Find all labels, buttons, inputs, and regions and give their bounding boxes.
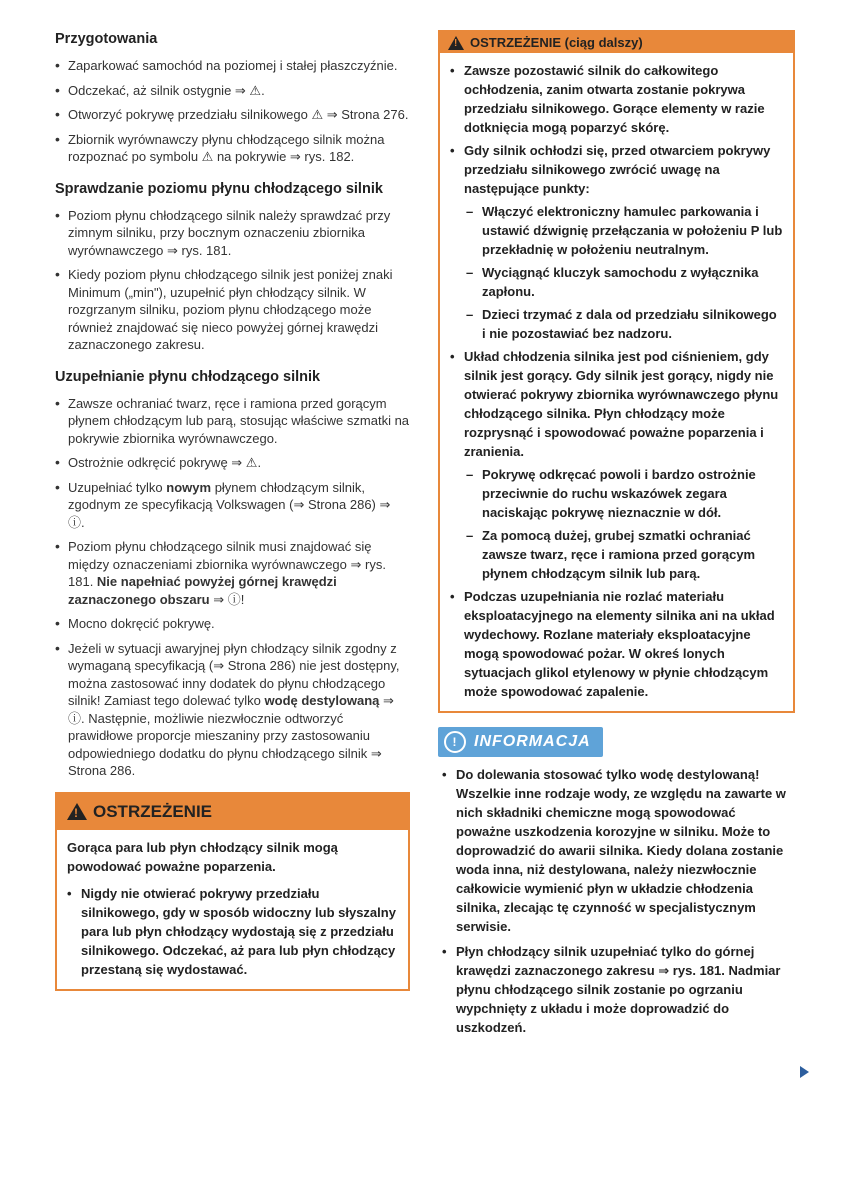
list-item: • Mocno dokręcić pokrywę. bbox=[55, 615, 410, 633]
warning-subitem: – Za pomocą dużej, grubej szmatki ochraniać zawsze twarz, ręce i ramiona przed gorącym płynem chłodzącym silnik lub parą. bbox=[450, 526, 783, 583]
list-item: • Ostrożnie odkręcić pokrywę ⇒ ⚠. bbox=[55, 454, 410, 472]
left-column bbox=[55, 30, 410, 991]
text: ⇒ ⓘ! bbox=[209, 591, 245, 607]
text: ⇒ ⓘ. Następnie, możliwie niezwłocznie odtworzyć prawidłowe proporcje mieszaniny przy zastosowaniu odpowiedniego dodatku do płynu chłodzącego silnik ⇒ Strona 286. bbox=[68, 693, 394, 778]
emphasis: wodę destylowaną bbox=[264, 693, 380, 708]
next-page-arrow-icon bbox=[800, 1066, 809, 1078]
prep-heading: Przygotowania bbox=[55, 31, 158, 47]
check-heading: Sprawdzanie poziomu płynu chłodzącego silnik bbox=[55, 180, 383, 197]
warning-continued-body bbox=[440, 53, 793, 711]
warning-subitem: – Wyciągnąć kluczyk samochodu z wyłącznika zapłonu. bbox=[450, 263, 783, 301]
warning-continued-box bbox=[438, 30, 795, 713]
warning-subitem: – Pokrywę odkręcać powoli i bardzo ostrożnie przeciwnie do ruchu wskazówek zegara naciskając pokrywę nieznacznie w dół. bbox=[450, 465, 783, 522]
list-item bbox=[55, 640, 410, 780]
warning-title: OSTRZEŻENIE bbox=[93, 801, 213, 821]
warning-item: • Nigdy nie otwierać pokrywy przedziału silnikowego, gdy w sposób widoczny lub słyszalny para lub płyn chłodzący wydostają się z przedziału silnikowego. Odczekać, aż para lub płyn chłodzący przestaną się wydostawać. bbox=[67, 884, 398, 979]
warning-item: • Podczas uzupełniania nie rozlać materiału eksploatacyjnego na elementy silnika ani na układ wydechowy. Rozlane materiały eksploatacyjne mogą spowodować pożar. W okreś lonych sytuacjach glikol etylenowy w płynie chłodzącym może spowodować zapalenie. bbox=[450, 587, 783, 701]
information-body bbox=[438, 757, 795, 1037]
information-item: • Płyn chłodzący silnik uzupełniać tylko do górnej krawędzi zaznaczonego zakresu ⇒ rys. 181. Nadmiar płynu chłodzącego silnik zostanie po ogrzaniu wypchnięty z układu i może doprowadzić do uszkodzeń. bbox=[442, 942, 789, 1037]
list-item: • Otworzyć pokrywę przedziału silnikowego ⚠ ⇒ Strona 276. bbox=[55, 106, 410, 124]
warning-continued-header bbox=[440, 32, 793, 53]
information-title: INFORMACJA bbox=[474, 733, 591, 750]
information-header bbox=[438, 727, 603, 757]
emphasis: Nie napełniać powyżej górnej krawędzi zaznaczonego obszaru bbox=[68, 574, 337, 607]
right-column bbox=[438, 30, 795, 1043]
warning-item: • Układ chłodzenia silnika jest pod ciśnieniem, gdy silnik jest gorący. Gdy silnik jest gorący, nigdy nie otwierać pokrywy zbiornika wyrównawczego płynu chłodzącego silnika. Płyn chłodzący może rozprysnąć i spowodować poważne poparzenia i zranienia. bbox=[450, 347, 783, 461]
information-item: • Do dolewania stosować tylko wodę destylowaną! Wszelkie inne rodzaje wody, ze względu na zawarte w nich składniki chemiczne mogą spowodować poważne uszkodzenia korozyjne w silniku. Może to doprowadzić do awarii silnika. Kiedy dolana zostanie woda inna, niż destylowana, należy niezwłocznie całkowicie wymienić płyn w układzie chłodzenia silnika, zlecając tę czynność w specjalistycznym serwisie. bbox=[442, 765, 789, 936]
warning-triangle-icon bbox=[67, 803, 87, 820]
text: Poziom płynu chłodzącego silnik musi znajdować się między oznaczeniami zbiornika wyrównawczego ⇒ rys. 181. bbox=[68, 539, 386, 589]
list-item bbox=[55, 538, 410, 608]
list-item: • Poziom płynu chłodzącego silnik należy sprawdzać przy zimnym silniku, przy bocznym oznaczeniu zbiornika wyrównawczego ⇒ rys. 181. bbox=[55, 207, 410, 260]
text: płynem chłodzącym silnik, zgodnym ze specyfikacją Volkswagen (⇒ Strona 286) ⇒ ⓘ. bbox=[68, 479, 391, 530]
warning-subitem: – Włączyć elektroniczny hamulec parkowania i ustawić dźwignię przełączania w położeniu P lub przekładnię w położeniu neutralnym. bbox=[450, 202, 783, 259]
list-item bbox=[55, 479, 410, 532]
info-circle-icon: ! bbox=[444, 731, 466, 753]
warning-box bbox=[55, 792, 410, 991]
warning-triangle-icon bbox=[448, 36, 464, 50]
list-item: • Odczekać, aż silnik ostygnie ⇒ ⚠. bbox=[55, 82, 410, 100]
list-item: • Zbiornik wyrównawczy płynu chłodzącego silnik można rozpoznać po symbolu ⚠ na pokrywie ⇒ rys. 182. bbox=[55, 131, 410, 166]
warning-intro: Gorąca para lub płyn chłodzący silnik mogą powodować poważne poparzenia. bbox=[67, 839, 338, 874]
information-box bbox=[438, 727, 795, 1037]
text: Uzupełniać tylko bbox=[68, 479, 167, 495]
list-item: • Zaparkować samochód na poziomej i stałej płaszczyźnie. bbox=[55, 57, 410, 75]
warning-subitem: – Dzieci trzymać z dala od przedziału silnikowego i nie pozostawiać bez nadzoru. bbox=[450, 305, 783, 343]
fill-heading: Uzupełnianie płynu chłodzącego silnik bbox=[55, 368, 321, 385]
warning-body bbox=[57, 830, 408, 989]
warning-header bbox=[57, 794, 408, 830]
text: Jeżeli w sytuacji awaryjnej płyn chłodzący silnik zgodny z wymaganą specyfikacją (⇒ Strona 286) nie jest dostępny, można zastosować inny dodatek do płynu chłodzącego silnik! Zamiast tego dolewać tylko bbox=[68, 640, 400, 708]
list-item: • Zawsze ochraniać twarz, ręce i ramiona przed gorącym płynem chłodzącym lub parą, stosując właściwe szmatki na pokrywie zbiornika wyrównawczego. bbox=[55, 395, 410, 448]
warning-continued-title: OSTRZEŻENIE (ciąg dalszy) bbox=[470, 35, 643, 50]
warning-item: • Zawsze pozostawić silnik do całkowitego ochłodzenia, zanim otwarta zostanie pokrywa przedziału silnikowego. Gorące elementy w razie dotknięcia mogą poparzyć skórę. bbox=[450, 61, 783, 137]
warning-item: • Gdy silnik ochłodzi się, przed otwarciem pokrywy przedziału silnikowego zwrócić uwagę na następujące punkty: bbox=[450, 141, 783, 198]
list-item: • Kiedy poziom płynu chłodzącego silnik jest poniżej znaki Minimum („min"), uzupełnić płyn chłodzący silnik. W rozgrzanym silniku, poziom płynu chłodzącego może również znajdować się nieco powyżej górnej krawędzi zaznaczonego zakresu. bbox=[55, 266, 410, 354]
emphasis: nowym bbox=[166, 479, 212, 495]
